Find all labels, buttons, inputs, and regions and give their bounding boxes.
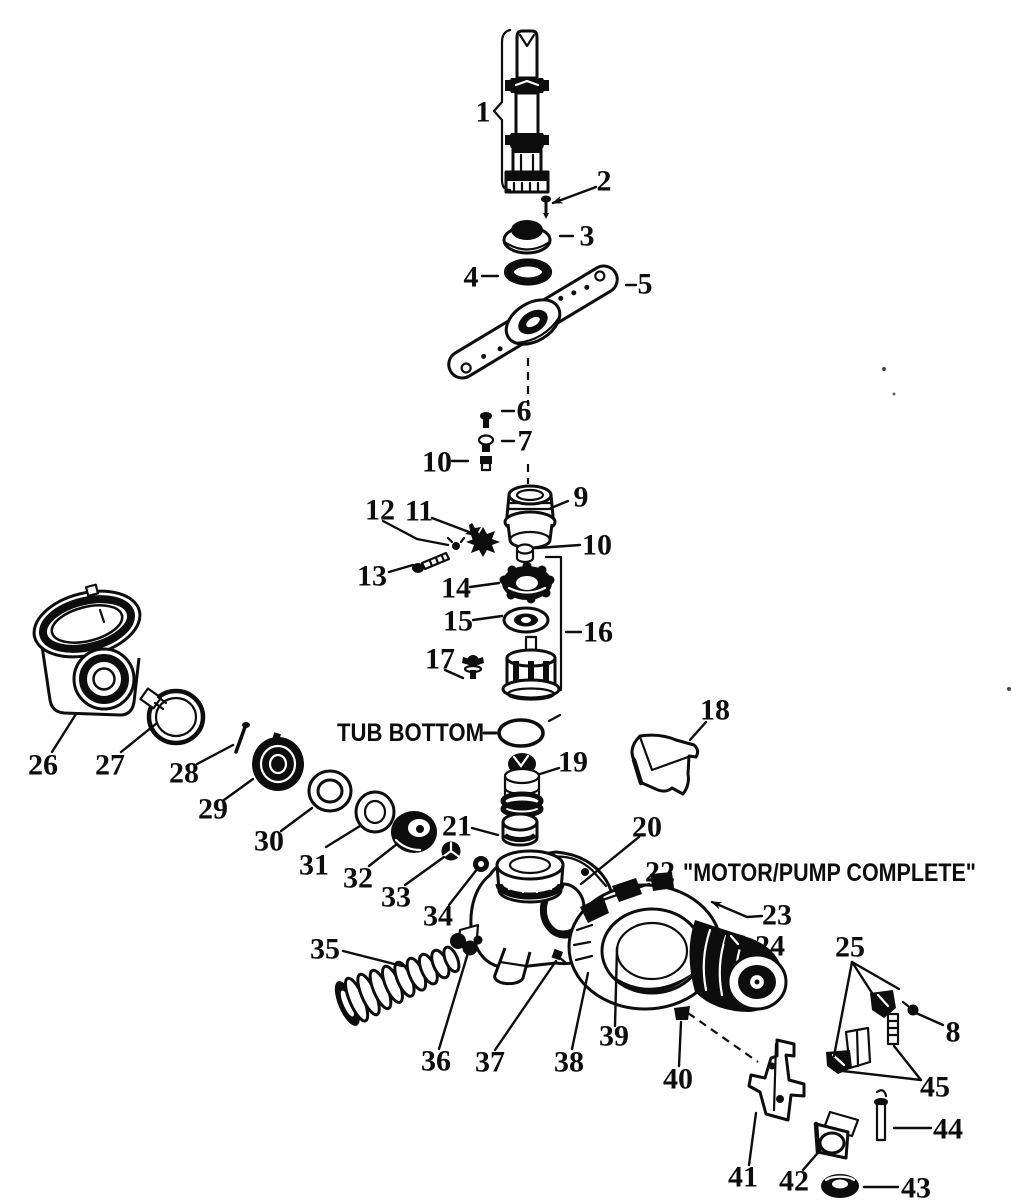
part-number-11: 11 [404,494,434,528]
pin-part-44 [874,1090,888,1140]
part-number-37: 37 [475,1045,505,1079]
leader-line-11 [432,518,469,532]
leader-line-32 [369,844,397,866]
part-number-15: 15 [443,604,473,638]
part-number-6: 6 [516,394,532,428]
leader-line-41 [749,1113,756,1165]
tub-bottom-label: TUB BOTTOM [337,719,484,747]
leader-line-2 [553,187,596,203]
leader-line-31 [326,826,360,847]
part-number-40: 40 [663,1062,693,1096]
part-number-29: 29 [198,792,228,826]
leader-line-27 [121,723,157,752]
part-number-44: 44 [933,1112,963,1146]
part-number-12: 12 [365,493,395,527]
part-number-13: 13 [357,559,387,593]
part-number-19: 19 [558,745,588,779]
grommet-part-43 [821,1174,859,1198]
volute-part-9 [505,486,555,548]
part-number-20: 20 [632,810,662,844]
screw-part-2 [541,196,551,220]
leader-line-19 [540,768,559,774]
part-number-34: 34 [423,899,453,933]
inlet-housing-part-26 [26,576,147,715]
screw-part-13 [412,553,449,573]
impeller-hub-part-32 [391,811,437,853]
wash-impeller [503,637,559,700]
leader-line-45 [894,1046,921,1080]
motor-bracket-dashed-line [688,1013,758,1062]
leader-line-26 [52,714,76,752]
leader-line-25 [852,962,899,989]
bracket-part-1 [494,30,510,190]
part-number-9: 9 [573,480,589,514]
mount-bracket-part-41 [749,1040,804,1120]
part-number-10: 10 [422,445,452,479]
part-number-5: 5 [637,267,653,301]
part-number-8: 8 [945,1015,961,1049]
part-number-28: 28 [169,756,199,790]
part-number-1: 1 [475,95,491,129]
chopper-part-11 [465,523,500,557]
hub-cap-part-3 [504,220,550,253]
part-number-35: 35 [310,932,340,966]
filter-disc-part-29 [252,732,304,791]
leader-line-40 [679,1022,681,1066]
spring-part-45 [888,1014,898,1044]
leader-line-45 [834,1070,921,1080]
drain-hose-part-35 [330,935,467,1029]
part-number-32: 32 [343,861,373,895]
screw-part-17 [462,655,484,679]
part-number-42: 42 [779,1164,809,1198]
pin-part-28 [236,722,250,752]
hose-clamp-part-27 [140,688,203,743]
part-number-2: 2 [596,164,612,198]
leader-line-35 [343,951,402,966]
leader-line-9 [551,501,568,508]
part-number-4: 4 [463,260,479,294]
part-number-38: 38 [554,1045,584,1079]
cup-seal-part-21 [503,814,537,845]
leader-line-8 [916,1013,943,1025]
ring-part-30 [309,771,351,811]
clip-part-40 [674,1006,690,1020]
part-number-45: 45 [920,1070,950,1104]
part-number-22: 22 [645,855,675,889]
bolt-part-7 [479,436,493,453]
part-number-27: 27 [95,748,125,782]
part-number-33: 33 [381,880,411,914]
leader-line-29 [224,779,253,800]
leader-line-13 [389,565,413,572]
leader-line-30 [281,808,312,831]
part-number-21: 21 [442,809,472,843]
part-number-24: 24 [755,929,785,963]
part-number-36: 36 [421,1044,451,1078]
callout-layer [28,96,963,1200]
leader-line-15 [473,616,502,620]
bearing-part-14 [500,562,555,604]
deflector-part-18 [632,735,698,794]
part-number-25: 25 [835,930,865,964]
motor-mount-part-42 [816,1112,858,1158]
nut-part-10-upper [480,456,492,470]
scan-specks [882,367,1011,691]
part-number-3: 3 [579,219,595,253]
part-number-14: 14 [441,571,471,605]
motor-pump-complete-label: "MOTOR/PUMP COMPLETE" [683,859,976,887]
tub-gasket [499,715,560,746]
seal-assembly-part-19 [503,753,541,815]
part-number-31: 31 [299,848,329,882]
part-number-30: 30 [254,824,284,858]
part-number-43: 43 [901,1171,931,1200]
part-number-7: 7 [517,424,533,458]
part-number-10: 10 [582,528,612,562]
leader-line-38 [572,973,588,1049]
spray-tower [505,31,549,192]
leader-line-14 [470,583,499,587]
leader-line-28 [197,745,233,764]
screw-part-6 [480,412,492,428]
leader-line-21 [472,828,498,835]
ring-part-31 [356,792,394,832]
part-number-26: 26 [28,748,58,782]
clip-part-12 [448,538,464,550]
leader-line-20 [581,837,639,884]
part-number-16: 16 [583,615,613,649]
leader-line-23 [712,902,762,917]
part-number-18: 18 [700,693,730,727]
part-number-23: 23 [762,898,792,932]
seal-part-15 [504,608,548,632]
nut-part-10-lower [517,545,533,563]
washer-part-4 [505,260,551,285]
part-number-17: 17 [425,642,455,676]
part-number-41: 41 [728,1160,758,1194]
part-number-39: 39 [599,1019,629,1053]
